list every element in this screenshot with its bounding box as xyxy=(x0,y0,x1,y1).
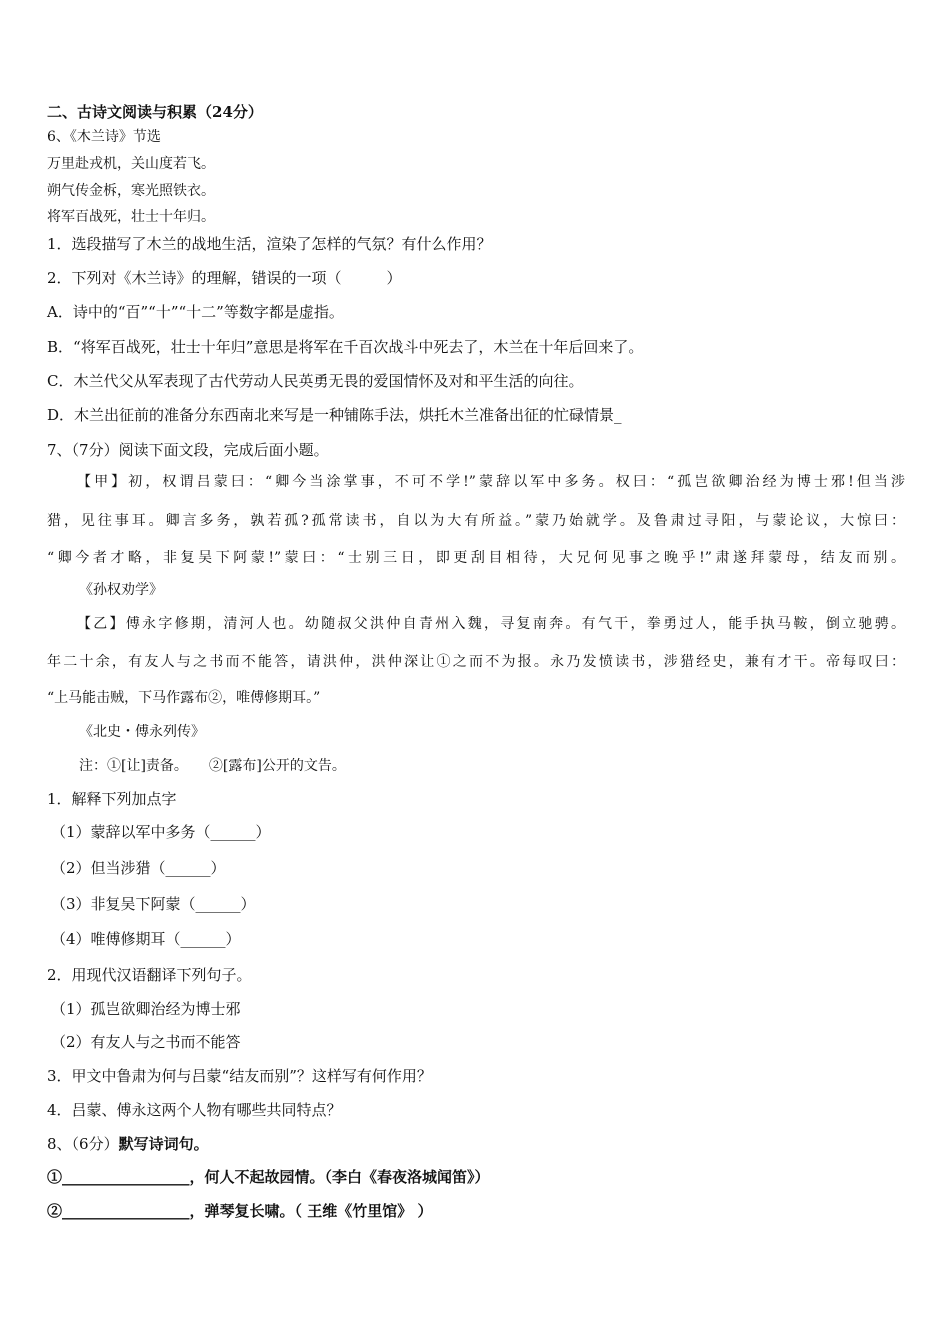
q6-sub1: 1．选段描写了木兰的战地生活，渲染了怎样的气氛？有什么作用？ xyxy=(47,235,492,253)
q7-yi-line: 年二十余，有友人与之书而不能答，请洪仲，洪仲深让①之而不为报。永乃发愤读书，涉猎经史，兼有才干。帝每叹曰： xyxy=(47,654,905,670)
q6-poem-line: 朔气传金柝，寒光照铁衣。 xyxy=(47,183,215,199)
q7-yi-source: 《北史・傅永列传》 xyxy=(79,724,205,740)
q7-yi-line: 【乙】傅永字修期，清河人也。幼随叔父洪仲自青州入魏，寻复南奔。有气干，拳勇过人，能手执马鞍，倒立驰骋。 xyxy=(77,616,905,632)
q8-title xyxy=(47,1134,907,1154)
q6-option-d: D．木兰出征前的准备分东西南北来写是一种铺陈手法，烘托木兰准备出征的忙碌情景_ xyxy=(47,406,622,424)
q6-poem-line: 将军百战死，壮士十年归。 xyxy=(47,209,215,225)
q7-jia-line: 猎，见往事耳。卿言多务，孰若孤?孤常读书，自以为大有所益。”蒙乃始就学。及鲁肃过寻阳，与蒙论议，大惊曰： xyxy=(47,513,905,529)
q8-title-prefix: 8、（6分） xyxy=(47,1135,119,1153)
q7-explain-item: （4）唯傅修期耳（______） xyxy=(51,930,241,948)
q7-translate-item: （2）有友人与之书而不能答 xyxy=(51,1033,241,1051)
q7-explain-item: （1）蒙辞以军中多务（______） xyxy=(51,823,271,841)
q8-title-bold: 默写诗词句。 xyxy=(118,1135,209,1153)
q7-sub2: 2．用现代汉语翻译下列句子。 xyxy=(47,966,252,984)
q6-option-c: C．木兰代父从军表现了古代劳动人民英勇无畏的爱国情怀及对和平生活的向往。 xyxy=(47,372,584,390)
q6-title: 6、《木兰诗》节选 xyxy=(47,129,161,145)
q7-jia-line: 【甲】初，权谓吕蒙曰：“卿今当涂掌事，不可不学!”蒙辞以军中多务。权曰：“孤岂欲卿治经为博士邪!但当涉 xyxy=(77,474,905,490)
q7-explain-item: （3）非复吴下阿蒙（______） xyxy=(51,895,256,913)
q7-translate-item: （1）孤岂欲卿治经为博士邪 xyxy=(51,1000,241,1018)
q7-title: 7、（7分）阅读下面文段，完成后面小题。 xyxy=(47,441,329,459)
q6-sub2: 2．下列对《木兰诗》的理解，错误的一项（ ） xyxy=(47,269,402,287)
q6-poem-line: 万里赴戎机，关山度若飞。 xyxy=(47,156,215,172)
section-title: 二、古诗文阅读与积累（24分） xyxy=(47,103,263,121)
q8-item: ①_________________，何人不起故园情。（李白《春夜洛城闻笛》） xyxy=(47,1168,490,1186)
q7-sub1: 1．解释下列加点字 xyxy=(47,790,177,808)
q6-option-a: A．诗中的“百”“十”“十二”等数字都是虚指。 xyxy=(47,303,344,321)
q7-explain-item: （2）但当涉猎（______） xyxy=(51,859,226,877)
q7-jia-source: 《孙权劝学》 xyxy=(79,582,163,598)
q7-sub4: 4．吕蒙、傅永这两个人物有哪些共同特点？ xyxy=(47,1101,342,1119)
q6-option-b: B．“将军百战死，壮士十年归”意思是将军在千百次战斗中死去了，木兰在十年后回来了。 xyxy=(47,338,644,356)
q7-yi-line: “上马能击贼，下马作露布②，唯傅修期耳。” xyxy=(47,690,321,706)
q7-sub3: 3．甲文中鲁肃为何与吕蒙“结友而别”？这样写有何作用？ xyxy=(47,1067,432,1085)
q7-jia-line: “卿今者才略，非复吴下阿蒙!”蒙曰：“士别三日，即更刮目相待，大兄何见事之晚乎!”肃遂拜蒙母，结友而别。 xyxy=(47,550,905,566)
q8-item: ②_________________，弹琴复长啸。（ 王维《竹里馆》 ） xyxy=(47,1202,433,1220)
q7-note: 注：①[让]责备。 ②[露布]公开的文告。 xyxy=(79,758,346,774)
